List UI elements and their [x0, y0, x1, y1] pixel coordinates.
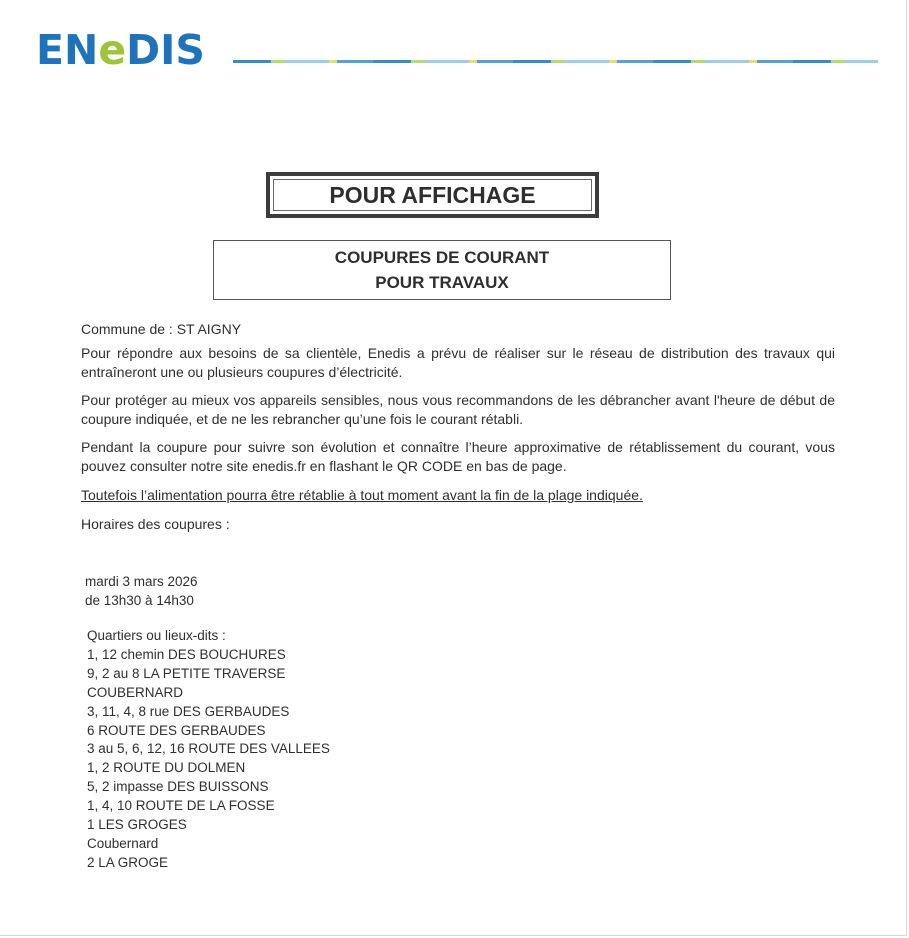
logo-part-2: e — [98, 26, 127, 74]
schedule-time: de 13h30 à 14h30 — [85, 593, 194, 608]
list-item: 5, 2 impasse DES BUISSONS — [87, 779, 269, 795]
list-item: 3 au 5, 6, 12, 16 ROUTE DES VALLEES — [87, 741, 330, 757]
logo-part-3: DIS — [126, 26, 205, 74]
list-item: 9, 2 au 8 LA PETITE TRAVERSE — [87, 665, 286, 681]
subtitle-line-1: COUPURES DE COURANT — [334, 248, 550, 267]
paragraph-2: Pour protéger au mieux vos appareils sensibles, nous vous recommandons de les débrancher avant l'heure de début de coupure indiquée, et de ne les rebrancher qu’une fois le courant rétabli. — [81, 392, 835, 427]
title-box — [266, 172, 599, 218]
subtitle-box — [213, 240, 671, 300]
subtitle-line-2: POUR TRAVAUX — [375, 273, 509, 292]
commune-label: Commune de : ST AIGNY — [81, 321, 242, 337]
paragraph-3: Pendant la coupure pour suivre son évolution et connaître l’heure approximative de rétablissement du courant, vous pouvez consulter notre site enedis.fr en flashant le QR CODE en bas de page. — [81, 439, 835, 474]
list-item: Coubernard — [87, 835, 159, 851]
list-item: 3, 11, 4, 8 rue DES GERBAUDES — [87, 703, 290, 719]
paragraph-1: Pour répondre aux besoins de sa clientèle, Enedis a prévu de réaliser sur le réseau de distribution des travaux qui entraîneront une ou plusieurs coupures d’électricité. — [81, 345, 835, 380]
header-rule — [233, 60, 878, 63]
list-item: 6 ROUTE DES GERBAUDES — [87, 722, 266, 738]
list-item: 1 LES GROGES — [87, 817, 187, 833]
list-item: 1, 4, 10 ROUTE DE LA FOSSE — [87, 798, 275, 814]
page-title: POUR AFFICHAGE — [329, 181, 536, 208]
paragraph-4: Toutefois l’alimentation pourra être rétablie à tout moment avant la fin de la plage indiquée. — [81, 487, 643, 503]
quartiers-list — [87, 627, 330, 873]
schedule-date: mardi 3 mars 2026 — [85, 574, 198, 589]
horaires-label: Horaires des coupures : — [81, 516, 230, 532]
list-item: COUBERNARD — [87, 684, 184, 700]
quartiers-label: Quartiers ou lieux-dits : — [87, 628, 226, 643]
enedis-logo — [36, 26, 205, 74]
list-item: 2 LA GROGE — [87, 854, 169, 870]
logo-part-1: EN — [36, 26, 99, 74]
list-item: 1, 2 ROUTE DU DOLMEN — [87, 760, 246, 776]
list-item: 1, 12 chemin DES BOUCHURES — [87, 646, 286, 662]
